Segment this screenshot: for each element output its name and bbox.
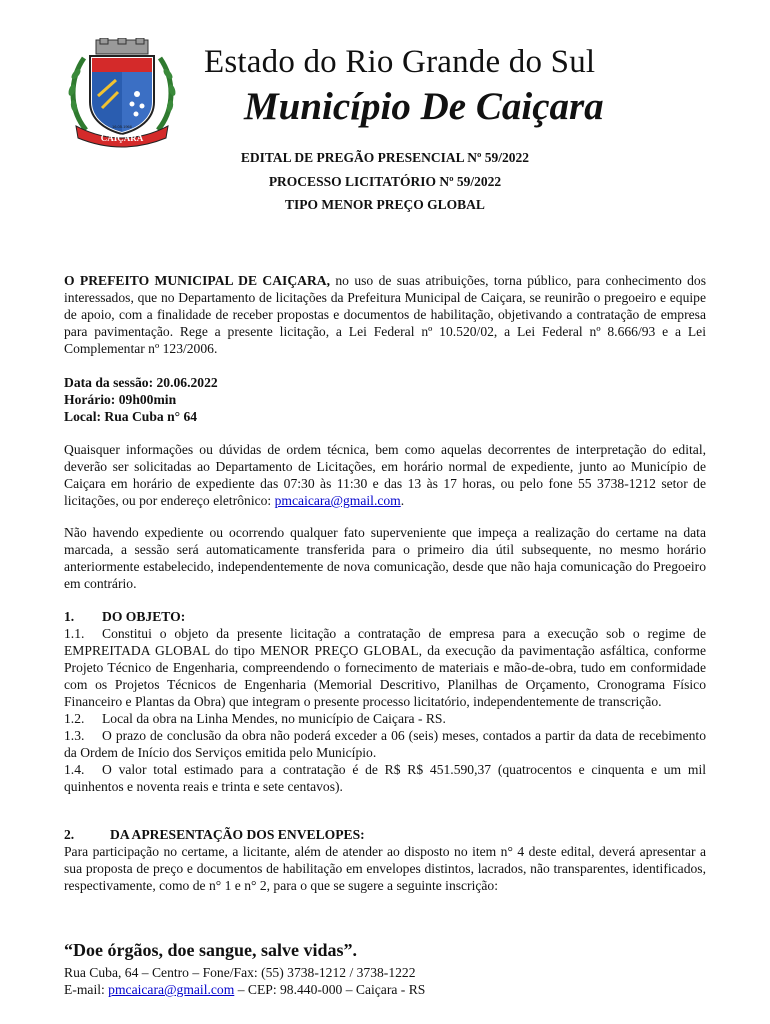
- section-2-title: DA APRESENTAÇÃO DOS ENVELOPES:: [110, 827, 365, 842]
- section-2: [64, 826, 706, 894]
- info-paragraph: [64, 441, 706, 509]
- info-text: Quaisquer informações ou dúvidas de ordem técnica, bem como aquelas decorrentes de interpretação do edital, deverão ser solicitadas ao Departamento de Licitações, em horário normal de expediente, junto ao Município de Caiçara em horário de expediente das 07:30 às 11:30 e das 13 às 17 horas, ou pelo fone 55 3738-1212 setor de licitações, ou por endereço eletrônico:: [64, 442, 706, 508]
- section-1: [64, 608, 706, 795]
- footer-slogan: “Doe órgãos, doe sangue, salve vidas”.: [64, 940, 358, 960]
- item-1-3-number: 1.3.: [64, 728, 85, 743]
- crest-ribbon-text: CAIÇARA: [100, 133, 144, 143]
- footer-email-label: E-mail:: [64, 982, 109, 997]
- item-1-1-number: 1.1.: [64, 626, 85, 641]
- info-end: .: [400, 493, 405, 508]
- section-2-heading: [64, 826, 706, 843]
- item-1-3-text: O prazo de conclusão da obra não poderá exceder a 06 (seis) meses, contados a partir da data de recebimento da Ordem de Início dos Serviços emitida pelo Município.: [64, 728, 706, 760]
- session-date: Data da sessão: 20.06.2022: [64, 375, 218, 390]
- session-place: Local: Rua Cuba n° 64: [64, 409, 198, 424]
- footer-contact: [64, 982, 425, 998]
- state-title: Estado do Rio Grande do Sul: [204, 44, 596, 80]
- section-2-text: Para participação no certame, a licitante, além de atender ao disposto no item n° 4 deste edital, deverá apresentar a sua proposta de preço e documentos de habilitação em envelopes distintos, lacrados, não transparentes, identificados, respectivamente, como de n° 1 e n° 2, para o que se sugere a seguinte inscrição:: [64, 844, 706, 893]
- crest-date-text: 16.05.1966: [111, 124, 133, 129]
- footer-email-link[interactable]: pmcaicara@gmail.com: [108, 982, 235, 997]
- item-1-1-text: Constitui o objeto da presente licitação a contratação de empresa para a execução sob o regime de EMPREITADA GLOBAL do tipo MENOR PREÇO GLOBAL, da execução da pavimentação asfáltica, conforme Projeto Técnico de Engenharia, compreendendo o fornecimento de materiais e mão-de-obra, tudo em conformidade com os Projetos Técnicos de Engenharia (Memorial Descritivo, Planilhas de Orçamento, Cronograma Físico Financeiro e Plantas da Obra) que integram o presente processo licitatório, independentemente de transcrição.: [64, 626, 706, 709]
- item-1-4-number: 1.4.: [64, 762, 85, 777]
- process-title: PROCESSO LICITATÓRIO Nº 59/2022: [268, 174, 502, 189]
- edital-title: EDITAL DE PREGÃO PRESENCIAL Nº 59/2022: [240, 150, 530, 165]
- intro-lead: O PREFEITO MUNICIPAL DE CAIÇARA,: [64, 273, 331, 288]
- info-email-link[interactable]: pmcaicara@gmail.com: [274, 493, 401, 508]
- item-1-4: [64, 761, 706, 795]
- intro-paragraph: [64, 272, 706, 357]
- postponement-paragraph: [64, 524, 706, 592]
- postponement-text: Não havendo expediente ou ocorrendo qualquer fato superveniente que impeça a realização do certame na data marcada, a sessão será automaticamente transferida para o primeiro dia útil subsequente, no mesmo horário anteriormente estabelecido, independentemente de nova comunicação, desde que não haja comunicação do Pregoeiro em contrário.: [64, 525, 706, 591]
- municipal-crest-logo: [62, 38, 182, 148]
- section-2-number: 2.: [64, 827, 75, 842]
- item-1-2: [64, 710, 706, 727]
- session-time: Horário: 09h00min: [64, 392, 177, 407]
- municipality-title: Município De Caiçara: [244, 85, 604, 128]
- item-1-2-number: 1.2.: [64, 711, 85, 726]
- type-title: TIPO MENOR PREÇO GLOBAL: [285, 197, 485, 212]
- section-1-title: DO OBJETO:: [102, 609, 186, 624]
- section-1-heading: [64, 608, 706, 625]
- footer-address: Rua Cuba, 64 – Centro – Fone/Fax: (55) 3738-1212 / 3738-1222: [64, 965, 416, 980]
- item-1-4-text: O valor total estimado para a contratação é de R$ R$ 451.590,37 (quatrocentos e cinquenta e um mil quinhentos e noventa reais e trinta e sete centavos).: [64, 762, 706, 794]
- item-1-2-text: Local da obra na Linha Mendes, no município de Caiçara - RS.: [102, 711, 446, 726]
- item-1-3: [64, 727, 706, 761]
- section-1-number: 1.: [64, 609, 75, 624]
- footer-cep: – CEP: 98.440-000 – Caiçara - RS: [234, 982, 426, 997]
- item-1-1: [64, 625, 706, 710]
- intro-text: no uso de suas atribuições, torna público, para conhecimento dos interessados, que no Departamento de licitações da Prefeitura Municipal de Caiçara, se reunirão o pregoeiro e equipe de apoio, com a finalidade de receber propostas e documentos de habilitação, objetivando a contratação de empresa para pavimentação. Rege a presente licitação, a Lei Federal nº 10.520/02, a Lei Federal nº 8.666/93 e a Lei Complementar nº 123/2006.: [64, 273, 706, 356]
- session-info: [64, 374, 706, 425]
